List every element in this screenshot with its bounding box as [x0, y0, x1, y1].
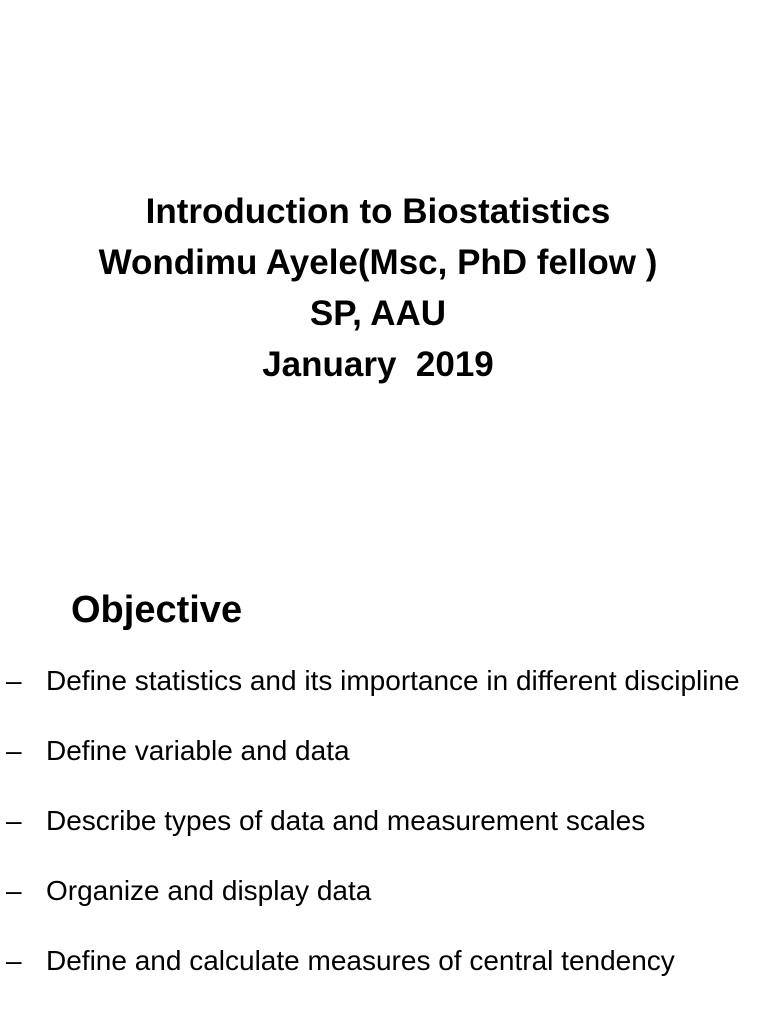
- title-block: [0, 186, 756, 390]
- objective-text: Define statistics and its importance in different discipline: [46, 665, 740, 696]
- bullet-dash: –: [6, 875, 22, 906]
- objective-heading: Objective: [71, 589, 243, 631]
- objective-text: Define variable and data: [46, 735, 350, 766]
- objective-list: [0, 650, 768, 1000]
- title-line-author: Wondimu Ayele(Msc, PhD fellow ): [98, 243, 658, 282]
- bullet-dash: –: [6, 805, 22, 836]
- list-item: [0, 650, 768, 712]
- list-item: [0, 860, 768, 922]
- bullet-dash: –: [6, 945, 22, 976]
- title-line-course: Introduction to Biostatistics: [145, 192, 611, 231]
- bullet-dash: –: [6, 665, 22, 696]
- title-line-date: January 2019: [262, 345, 494, 384]
- list-item: [0, 720, 768, 782]
- objective-text: Describe types of data and measurement scales: [46, 805, 646, 836]
- list-item: [0, 930, 768, 992]
- objective-text: Organize and display data: [46, 875, 372, 906]
- objective-text: Define and calculate measures of central tendency: [46, 945, 675, 976]
- list-item: [0, 790, 768, 852]
- bullet-dash: –: [6, 735, 22, 766]
- title-line-institution: SP, AAU: [309, 294, 447, 333]
